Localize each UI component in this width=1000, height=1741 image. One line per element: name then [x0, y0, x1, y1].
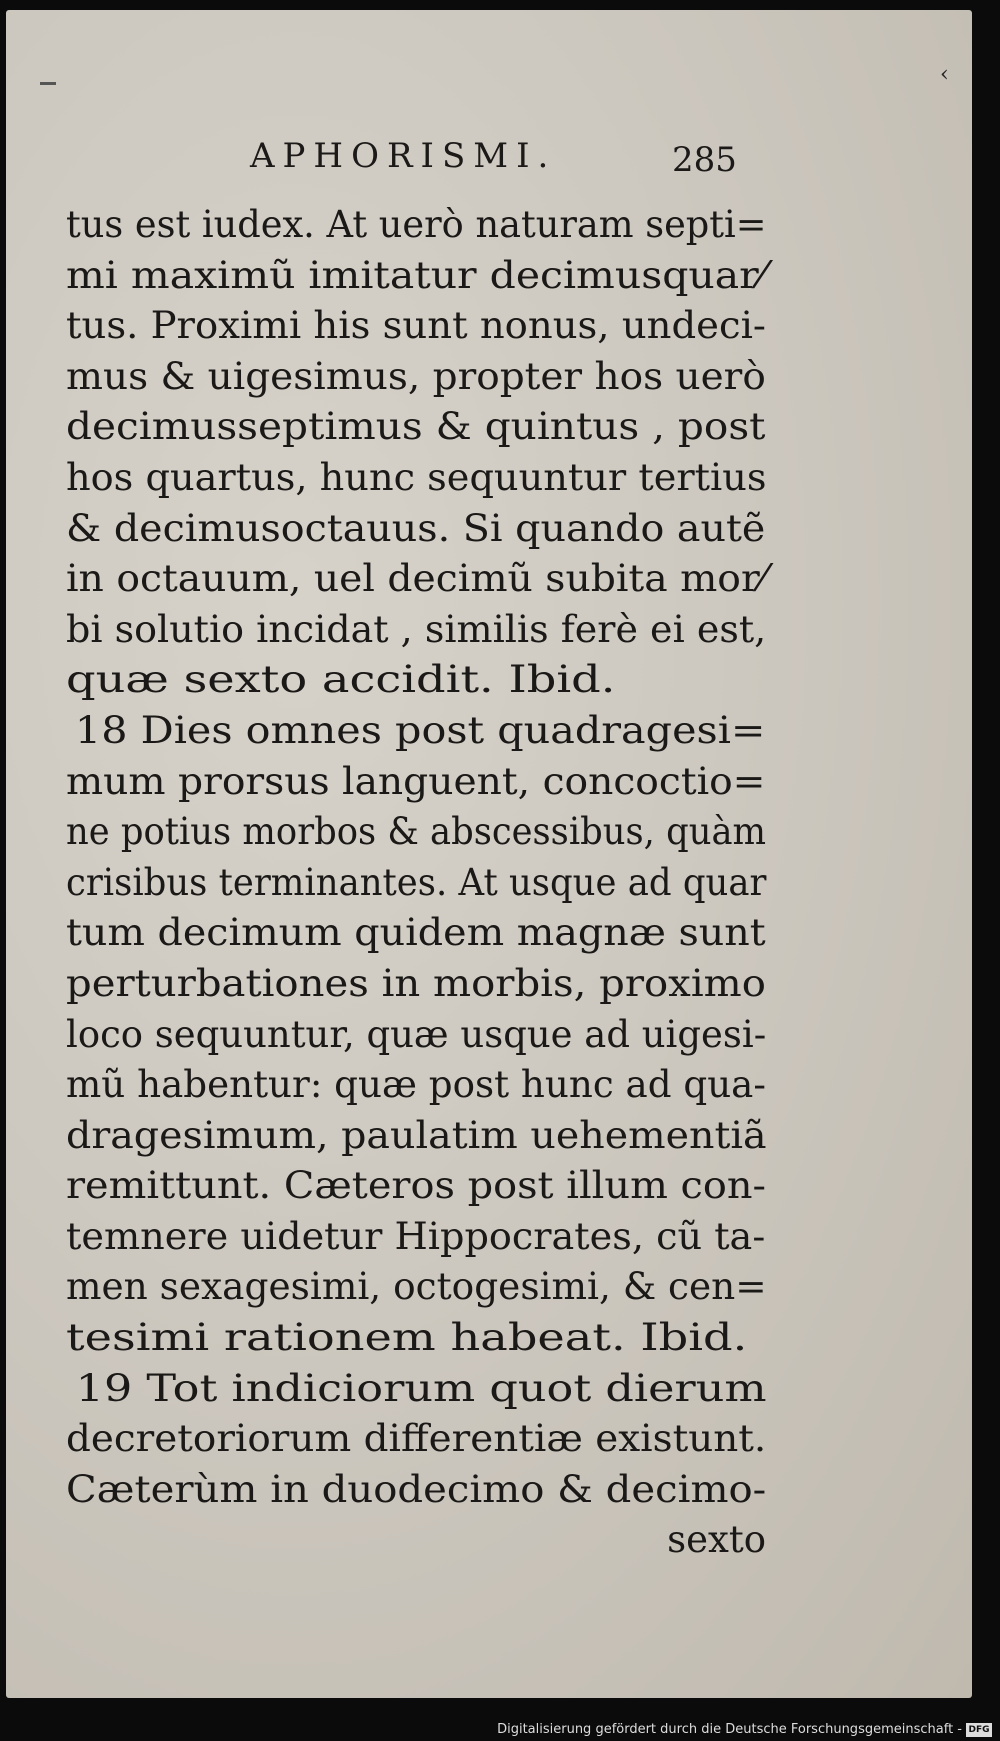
page-number: 285	[672, 140, 737, 180]
aphorism-18-start: 18 Dies omnes post quadragesi=	[74, 708, 766, 752]
margin-mark	[40, 82, 56, 85]
text-line: loco sequuntur, quæ usque ad uigesi-	[66, 1012, 767, 1056]
text-line: tus est iudex. At uerò naturam septi=	[66, 203, 767, 246]
text-line: crisibus terminantes. At usque ad quar	[66, 860, 767, 904]
text-line: temnere uidetur Hippocrates, cũ ta-	[66, 1214, 766, 1258]
text-line: men sexagesimi, octogesimi, & cen=	[66, 1265, 767, 1309]
text-line: tus. Proximi his sunt nonus, undeci-	[66, 304, 766, 348]
dfg-logo: DFG	[966, 1723, 992, 1737]
text-line: mus & uigesimus, propter hos uerò	[66, 354, 766, 398]
text-line: in octauum, uel decimũ subita mor⁄	[66, 557, 767, 601]
text-line: hos quartus, hunc sequuntur tertius	[66, 455, 767, 499]
corner-mark: ‹	[940, 62, 949, 87]
text-line: decimusseptimus & quintus , post	[66, 405, 766, 449]
text-line: bi solutio incidat , similis ferè ei est,	[66, 607, 767, 651]
text-line: quæ sexto accidit. Ibid.	[66, 658, 616, 702]
text-line: perturbationes in morbis, proximo	[66, 961, 766, 1005]
text-line: mi maximũ imitatur decimusquar⁄	[66, 253, 766, 297]
catchword: sexto	[667, 1518, 766, 1562]
running-title: APHORISMI.	[250, 136, 557, 176]
text-line: & decimusoctauus. Si quando autẽ	[66, 506, 766, 550]
text-line: tesimi rationem habeat. Ibid.	[66, 1316, 748, 1360]
digitization-credit	[497, 1722, 992, 1737]
text-line: dragesimum, paulatim uehementiã	[66, 1113, 767, 1157]
page-header	[0, 130, 1000, 190]
text-line: remittunt. Cæteros post illum con-	[66, 1164, 766, 1208]
text-line: mũ habentur: quæ post hunc ad qua-	[66, 1063, 766, 1107]
credit-text: Digitalisierung gefördert durch die Deutsche Forschungsgemeinschaft -	[497, 1722, 962, 1737]
text-line: Cæterùm in duodecimo & decimo-	[66, 1467, 767, 1511]
text-line: mum prorsus languent, concoctio=	[66, 759, 766, 803]
body-text	[66, 200, 766, 1566]
text-line: ne potius morbos & abscessibus, quàm	[66, 810, 767, 854]
text-line: tum decimum quidem magnæ sunt	[66, 911, 766, 955]
text-line: decretoriorum differentiæ existunt.	[66, 1417, 767, 1461]
aphorism-19-start: 19 Tot indiciorum quot dierum	[75, 1366, 767, 1410]
